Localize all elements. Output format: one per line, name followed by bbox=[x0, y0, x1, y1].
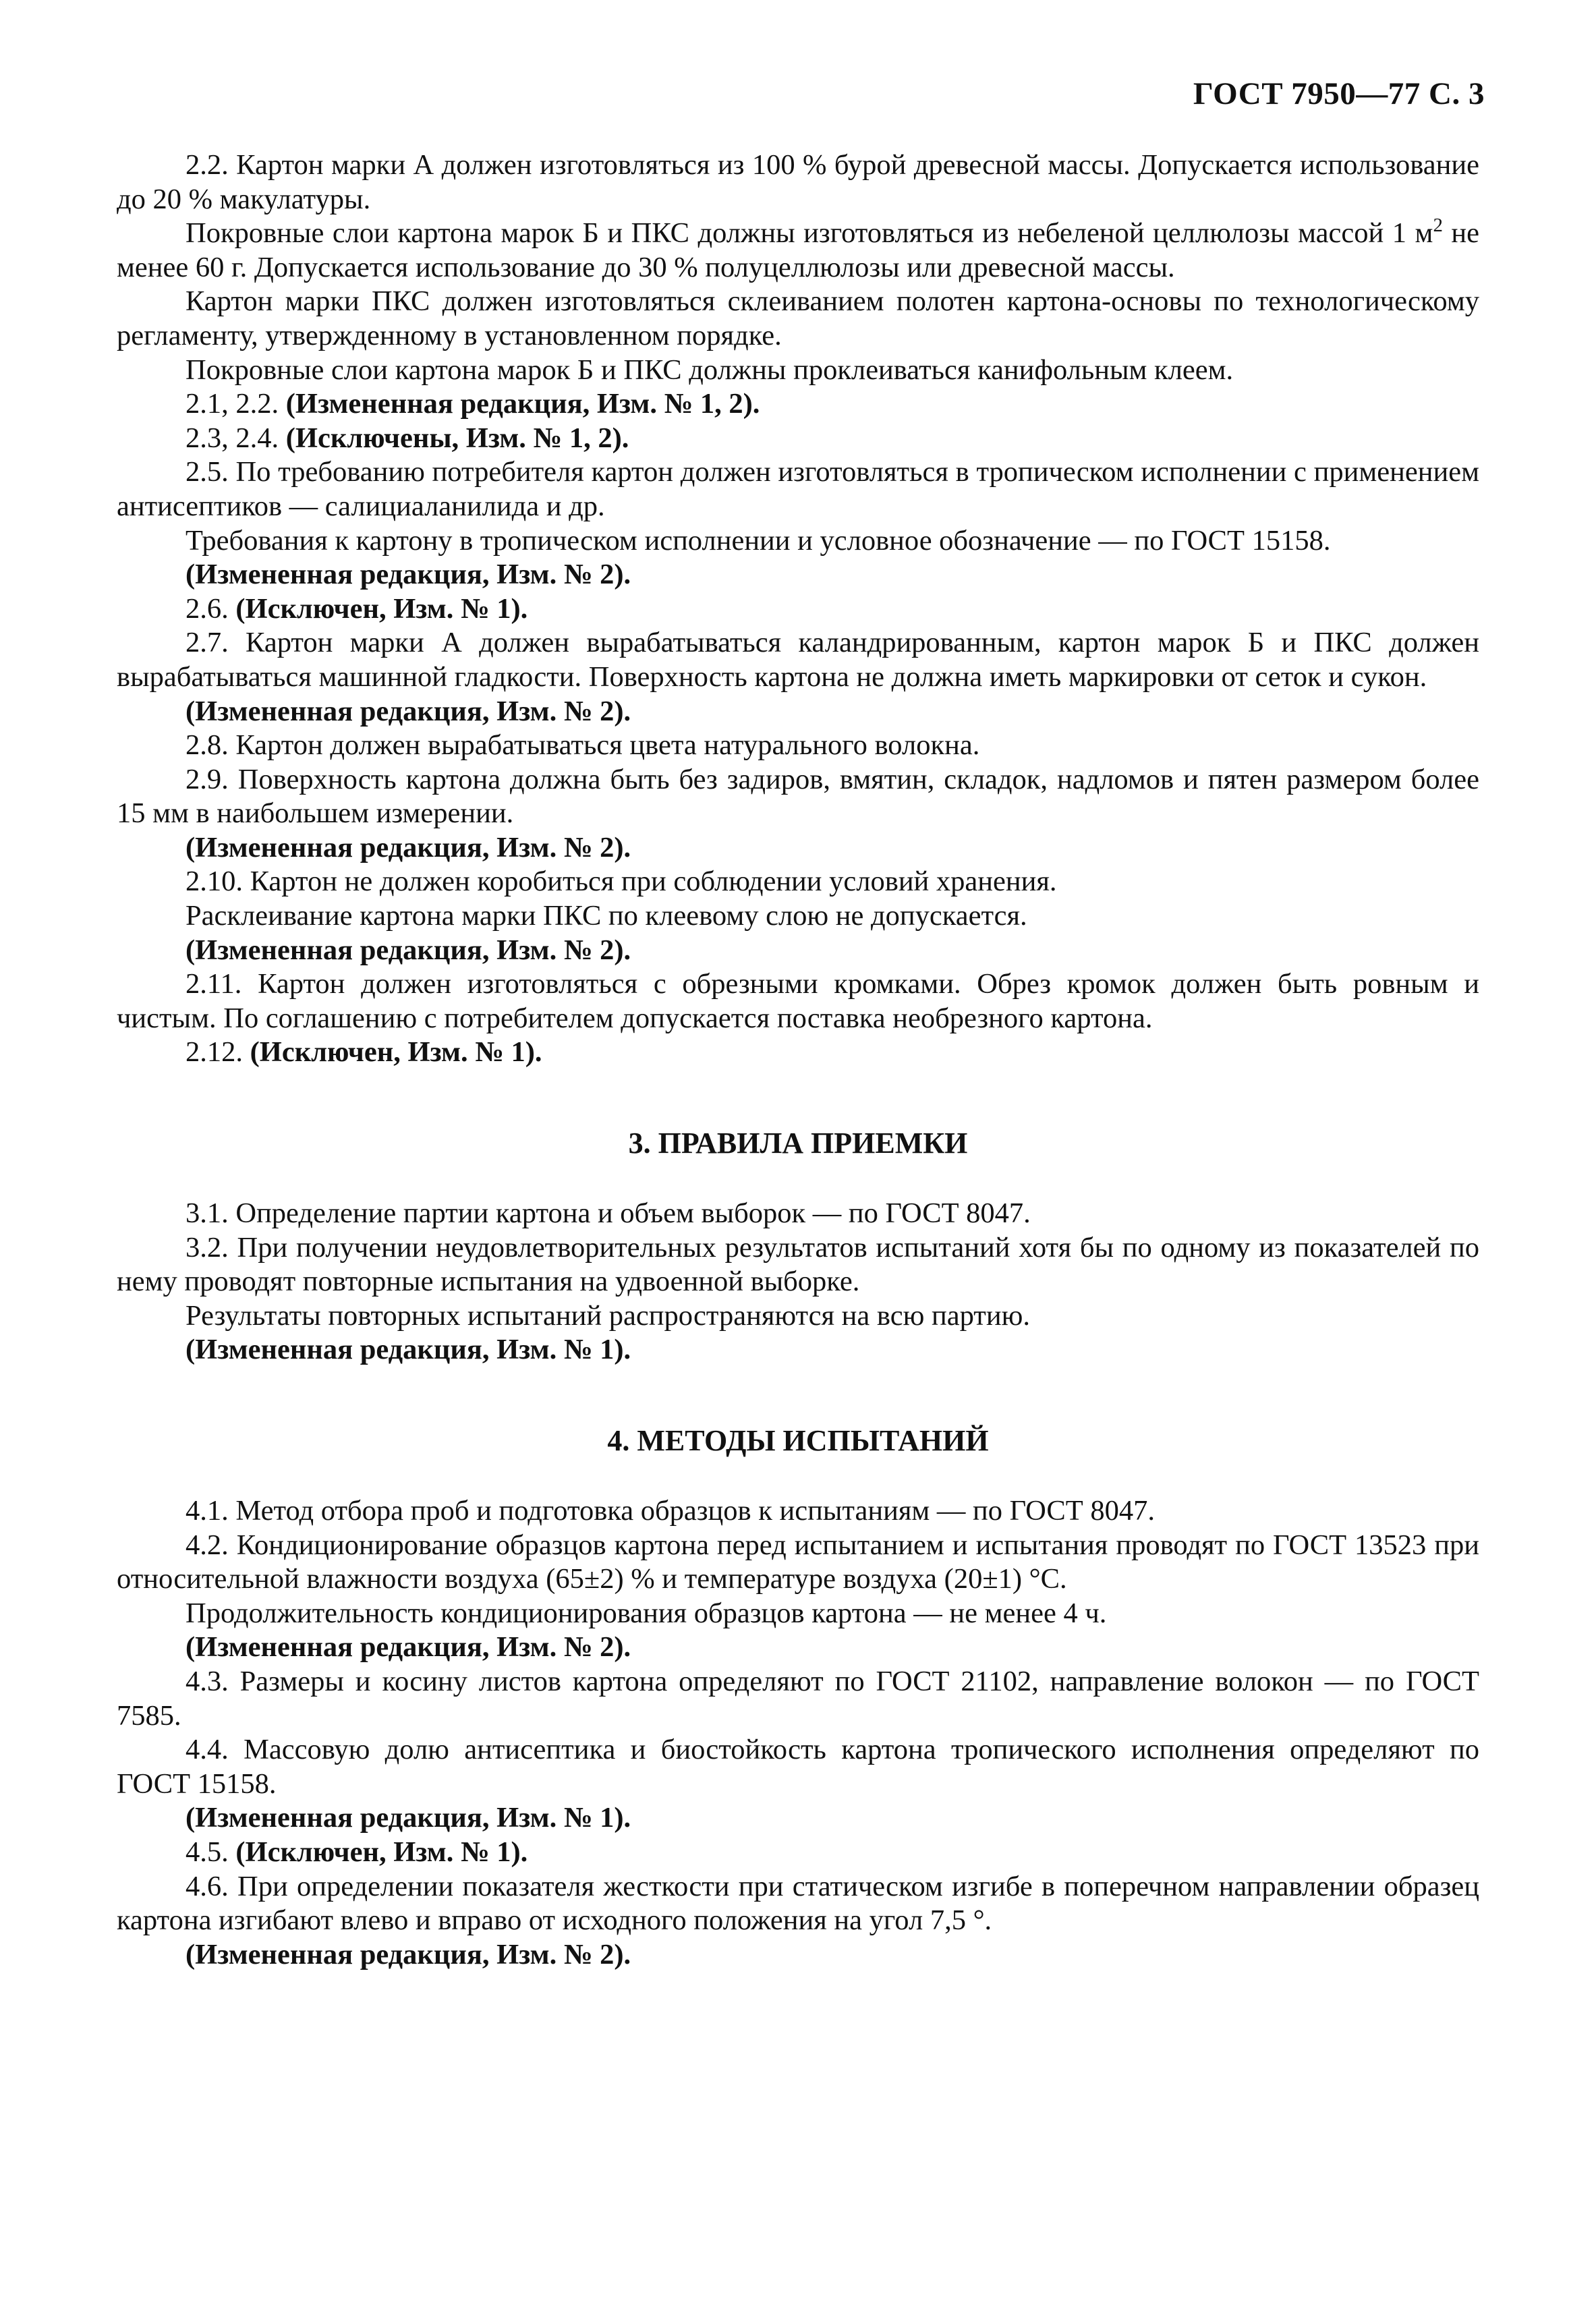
spacer bbox=[117, 1367, 1479, 1424]
amendment-note-2-7: (Измененная редакция, Изм. № 2). bbox=[186, 695, 631, 727]
paragraph-pks-gluing: Картон марки ПКС должен изготовляться склеиванием полотен картона-основы по технологическому регламенту, утвержденному в установленном порядке. bbox=[117, 285, 1479, 351]
note-number: 2.12. bbox=[186, 1036, 243, 1069]
amendment-note-4-4: (Измененная редакция, Изм. № 1). bbox=[186, 1802, 631, 1834]
paragraph-4-4: 4.4. Массовую долю антисептика и биостойкость картона тропического исполнения определяют по ГОСТ 15158. bbox=[117, 1734, 1479, 1800]
amendment-note-2-5: (Измененная редакция, Изм. № 2). bbox=[186, 559, 631, 591]
cover-layers-text-a: Покровные слои картона марок Б и ПКС должны изготовляться из небеленой целлюлозы массой 1 м bbox=[186, 217, 1433, 250]
paragraph-rosin-glue: Покровные слои картона марок Б и ПКС должны проклеиваться канифольным клеем. bbox=[186, 353, 1234, 386]
note-text: (Исключен, Изм. № 1). bbox=[250, 1036, 542, 1069]
paragraph-2-11: 2.11. Картон должен изготовляться с обрезными кромками. Обрез кромок должен быть ровным и чистым. По соглашению с потребителем допускается поставка необрезного картона. bbox=[117, 968, 1479, 1034]
paragraph-tropical: Требования к картону в тропическом исполнении и условное обозначение — по ГОСТ 15158. bbox=[186, 524, 1331, 557]
amendment-note-4-6: (Измененная редакция, Изм. № 2). bbox=[186, 1938, 631, 1970]
paragraph-cover-layers bbox=[117, 217, 1479, 285]
paragraph-4-2: 4.2. Кондиционирование образцов картона перед испытанием и испытания проводят по ГОСТ 13523 при относительной влажности воздуха (65±2) % и температуре воздуха (20±1) °С. bbox=[117, 1529, 1479, 1595]
section-3-heading: 3. ПРАВИЛА ПРИЕМКИ bbox=[628, 1127, 968, 1160]
note-number: 2.3, 2.4. bbox=[186, 422, 279, 454]
paragraph-2-9: 2.9. Поверхность картона должна быть без задиров, вмятин, складок, надломов и пятен размером более 15 мм в наибольшем измерении. bbox=[117, 763, 1479, 830]
paragraph-3-1: 3.1. Определение партии картона и объем выборок — по ГОСТ 8047. bbox=[186, 1197, 1031, 1230]
amendment-note-2-9: (Измененная редакция, Изм. № 2). bbox=[186, 831, 631, 863]
paragraph-2-5: 2.5. По требованию потребителя картон должен изготовляться в тропическом исполнении с применением антисептиков — салициаланилида и др. bbox=[117, 456, 1479, 522]
note-number: 4.5. bbox=[186, 1836, 229, 1868]
note-text: (Исключен, Изм. № 1). bbox=[235, 1836, 528, 1868]
square-superscript: 2 bbox=[1433, 215, 1443, 237]
amendment-note-2-6 bbox=[117, 592, 1479, 627]
note-number: 2.6. bbox=[186, 592, 229, 625]
section-4-heading: 4. МЕТОДЫ ИСПЫТАНИЙ bbox=[607, 1424, 989, 1457]
amendment-note-4-5 bbox=[117, 1836, 1479, 1870]
spacer bbox=[117, 1160, 1479, 1197]
amendment-note-2-12 bbox=[117, 1035, 1479, 1070]
paragraph-4-1: 4.1. Метод отбора проб и подготовка образцов к испытаниям — по ГОСТ 8047. bbox=[186, 1495, 1155, 1527]
amendment-note-2-10: (Измененная редакция, Изм. № 2). bbox=[186, 934, 631, 966]
amendment-note-2-1-2-2 bbox=[117, 387, 1479, 422]
note-number: 2.1, 2.2. bbox=[186, 388, 279, 420]
amendment-note-3-2: (Измененная редакция, Изм. № 1). bbox=[186, 1334, 631, 1366]
paragraph-duration: Продолжительность кондиционирования образцов картона — не менее 4 ч. bbox=[186, 1597, 1107, 1629]
paragraph-2-10: 2.10. Картон не должен коробиться при соблюдении условий хранения. bbox=[186, 865, 1057, 898]
paragraph-2-2: 2.2. Картон марки А должен изготовляться из 100 % бурой древесной массы. Допускается использование до 20 % макулатуры. bbox=[117, 149, 1479, 215]
note-text: (Исключен, Изм. № 1). bbox=[235, 592, 528, 625]
spacer bbox=[117, 1070, 1479, 1127]
note-text: (Исключены, Изм. № 1, 2). bbox=[285, 422, 629, 454]
running-header: ГОСТ 7950—77 С. 3 bbox=[1193, 76, 1485, 111]
spacer bbox=[117, 1458, 1479, 1494]
document-body bbox=[117, 148, 1479, 1972]
paragraph-3-2: 3.2. При получении неудовлетворительных результатов испытаний хотя бы по одному из показателей по нему проводят повторные испытания на удвоенной выборке. bbox=[117, 1231, 1479, 1298]
amendment-note-2-3-2-4 bbox=[117, 422, 1479, 456]
paragraph-4-3: 4.3. Размеры и косину листов картона определяют по ГОСТ 21102, направление волокон — по ГОСТ 7585. bbox=[117, 1665, 1479, 1732]
paragraph-results: Результаты повторных испытаний распространяются на всю партию. bbox=[186, 1299, 1030, 1332]
amendment-note-4-2: (Измененная редакция, Изм. № 2). bbox=[186, 1631, 631, 1664]
paragraph-4-6: 4.6. При определении показателя жесткости при статическом изгибе в поперечном направлении образец картона изгибают влево и вправо от исходного положения на угол 7,5 °. bbox=[117, 1870, 1479, 1937]
note-text: (Измененная редакция, Изм. № 1, 2). bbox=[285, 388, 760, 420]
paragraph-2-7: 2.7. Картон марки А должен вырабатываться каландрированным, картон марок Б и ПКС должен вырабатываться машинной гладкости. Поверхность картона не должна иметь маркировки от сеток и сукон. bbox=[117, 627, 1479, 693]
paragraph-pks-ungluing: Расклеивание картона марки ПКС по клеевому слою не допускается. bbox=[186, 900, 1027, 932]
cover-layers-text-b: не менее 60 г. Допускается использование до 30 % полуцеллюлозы или древесной массы. bbox=[117, 217, 1480, 283]
paragraph-2-8: 2.8. Картон должен вырабатываться цвета натурального волокна. bbox=[186, 729, 980, 762]
